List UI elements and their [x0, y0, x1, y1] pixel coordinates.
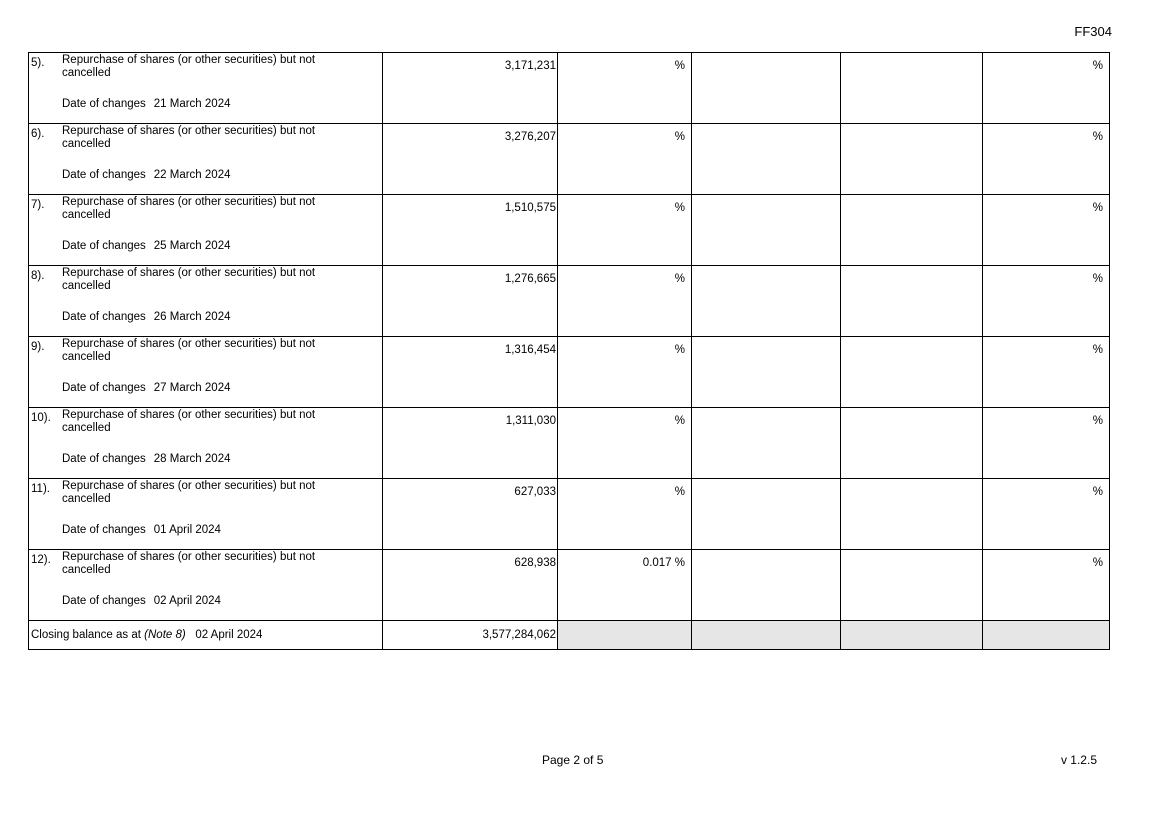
shares-value: 3,171,231 [383, 53, 558, 124]
description-cell [29, 124, 383, 195]
shares-value: 1,316,454 [383, 337, 558, 408]
changes-table [28, 52, 1110, 650]
empty-cell [692, 337, 841, 408]
description-cell [29, 479, 383, 550]
shaded-cell [983, 621, 1110, 650]
date-label: Date of changes [62, 240, 146, 252]
empty-cell [841, 53, 983, 124]
percent-cell: % [558, 408, 692, 479]
row-description [62, 267, 362, 293]
date-of-changes [62, 169, 230, 181]
empty-cell [692, 195, 841, 266]
shares-value: 1,276,665 [383, 266, 558, 337]
percent-cell-2: % [983, 266, 1110, 337]
closing-note: (Note 8) [144, 629, 186, 641]
empty-cell [841, 408, 983, 479]
date-of-changes [62, 311, 230, 323]
description-line-2: cancelled [62, 493, 111, 505]
table-row [29, 53, 1110, 124]
date-of-changes [62, 524, 221, 536]
description-line-2: cancelled [62, 138, 111, 150]
shares-value: 1,510,575 [383, 195, 558, 266]
row-description [62, 338, 362, 364]
row-description [62, 409, 362, 435]
row-number: 12). [31, 554, 51, 566]
date-value: 02 April 2024 [153, 595, 221, 607]
description-line-1: Repurchase of shares (or other securities) but not [62, 54, 316, 66]
shares-value: 627,033 [383, 479, 558, 550]
date-label: Date of changes [62, 169, 146, 181]
description-line-2: cancelled [62, 422, 111, 434]
closing-label-text: Closing balance as at [31, 629, 141, 641]
date-value: 26 March 2024 [153, 311, 231, 323]
shares-value: 3,276,207 [383, 124, 558, 195]
row-description [62, 551, 362, 577]
description-line-2: cancelled [62, 564, 111, 576]
closing-balance-row [29, 621, 1110, 650]
description-cell [29, 550, 383, 621]
percent-cell: 0.017 % [558, 550, 692, 621]
table-row [29, 266, 1110, 337]
description-cell [29, 195, 383, 266]
date-value: 25 March 2024 [153, 240, 231, 252]
page-number: Page 2 of 5 [542, 753, 604, 767]
shares-value: 1,311,030 [383, 408, 558, 479]
shares-value: 628,938 [383, 550, 558, 621]
table-row [29, 479, 1110, 550]
row-number: 10). [31, 412, 51, 424]
date-value: 01 April 2024 [153, 524, 221, 536]
description-line-2: cancelled [62, 67, 111, 79]
percent-cell: % [558, 124, 692, 195]
date-value: 21 March 2024 [153, 98, 231, 110]
row-number: 5). [31, 57, 45, 69]
table-row [29, 408, 1110, 479]
empty-cell [692, 53, 841, 124]
description-line-1: Repurchase of shares (or other securities) but not [62, 338, 316, 350]
date-of-changes [62, 240, 230, 252]
date-label: Date of changes [62, 98, 146, 110]
row-number: 6). [31, 128, 45, 140]
percent-cell: % [558, 53, 692, 124]
shaded-cell [558, 621, 692, 650]
percent-cell: % [558, 266, 692, 337]
date-value: 27 March 2024 [153, 382, 231, 394]
shaded-cell [841, 621, 983, 650]
date-label: Date of changes [62, 382, 146, 394]
description-line-2: cancelled [62, 209, 111, 221]
row-number: 7). [31, 199, 45, 211]
form-code: FF304 [1074, 24, 1112, 39]
percent-cell-2: % [983, 408, 1110, 479]
description-cell [29, 337, 383, 408]
date-label: Date of changes [62, 311, 146, 323]
empty-cell [841, 550, 983, 621]
description-cell [29, 266, 383, 337]
description-line-1: Repurchase of shares (or other securities) but not [62, 267, 316, 279]
date-value: 28 March 2024 [153, 453, 231, 465]
description-line-1: Repurchase of shares (or other securities) but not [62, 125, 316, 137]
description-cell [29, 53, 383, 124]
percent-cell: % [558, 195, 692, 266]
row-description [62, 54, 362, 80]
percent-cell-2: % [983, 195, 1110, 266]
percent-cell-2: % [983, 550, 1110, 621]
shaded-cell [692, 621, 841, 650]
description-line-1: Repurchase of shares (or other securities) but not [62, 480, 316, 492]
description-line-2: cancelled [62, 351, 111, 363]
row-description [62, 480, 362, 506]
table-row [29, 550, 1110, 621]
version-label: v 1.2.5 [1060, 753, 1097, 767]
table-row [29, 337, 1110, 408]
description-line-1: Repurchase of shares (or other securities) but not [62, 409, 316, 421]
date-of-changes [62, 98, 230, 110]
date-of-changes [62, 453, 230, 465]
empty-cell [841, 195, 983, 266]
percent-cell-2: % [983, 337, 1110, 408]
description-cell [29, 408, 383, 479]
empty-cell [692, 550, 841, 621]
description-line-1: Repurchase of shares (or other securities) but not [62, 551, 316, 563]
empty-cell [692, 408, 841, 479]
percent-cell: % [558, 479, 692, 550]
empty-cell [692, 266, 841, 337]
date-label: Date of changes [62, 595, 146, 607]
date-value: 22 March 2024 [153, 169, 231, 181]
closing-balance-label [29, 621, 383, 650]
percent-cell-2: % [983, 53, 1110, 124]
empty-cell [841, 337, 983, 408]
percent-cell-2: % [983, 479, 1110, 550]
empty-cell [841, 124, 983, 195]
description-line-2: cancelled [62, 280, 111, 292]
empty-cell [692, 124, 841, 195]
empty-cell [692, 479, 841, 550]
empty-cell [841, 479, 983, 550]
table-row [29, 195, 1110, 266]
table-row [29, 124, 1110, 195]
row-number: 8). [31, 270, 45, 282]
row-description [62, 125, 362, 151]
date-label: Date of changes [62, 453, 146, 465]
date-label: Date of changes [62, 524, 146, 536]
closing-balance-value: 3,577,284,062 [383, 621, 558, 650]
percent-cell: % [558, 337, 692, 408]
date-of-changes [62, 595, 221, 607]
description-line-1: Repurchase of shares (or other securities) but not [62, 196, 316, 208]
date-of-changes [62, 382, 230, 394]
row-number: 11). [31, 483, 50, 495]
percent-cell-2: % [983, 124, 1110, 195]
row-description [62, 196, 362, 222]
closing-date: 02 April 2024 [195, 629, 263, 641]
row-number: 9). [31, 341, 45, 353]
empty-cell [841, 266, 983, 337]
